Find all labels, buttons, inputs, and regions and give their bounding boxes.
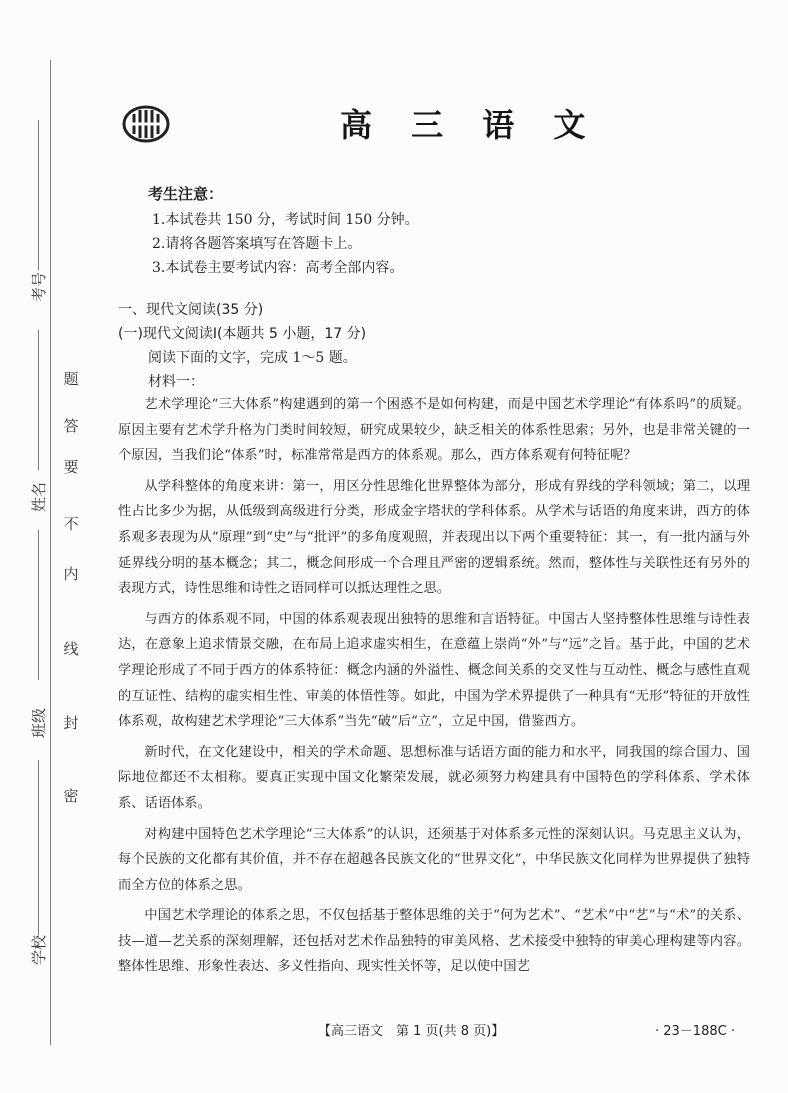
seal-char: 答 xyxy=(63,417,79,435)
notice-item: 2.请将各题答案填写在答题卡上。 xyxy=(152,236,362,252)
section-instruction: 阅读下面的文字，完成 1～5 题。 xyxy=(148,350,357,366)
seal-char: 线 xyxy=(63,640,79,658)
section-header xyxy=(118,298,753,394)
paragraph: 艺术学理论“三大体系”构建遇到的第一个困惑不是如何构建，而是中国艺术学理论“有体系吗”的质疑。原因主要有艺术学升格为门类时间较短，研究成果较少，缺乏相关的体系性思索；另外，也是非常关键的一个原因，当我们论“体系”时，标准常常是西方的体系观。那么，西方体系观有何特征呢？ xyxy=(118,397,750,464)
seal-char: 不 xyxy=(63,515,79,533)
section-sub-title: (一)现代文阅读Ⅰ(本题共 5 小题，17 分) xyxy=(118,326,367,342)
binding-strip xyxy=(0,0,110,1093)
seal-char: 内 xyxy=(63,565,79,583)
notice-item: 1.本试卷共 150 分，考试时间 150 分钟。 xyxy=(152,212,419,228)
material-label: 材料一： xyxy=(148,374,204,390)
exam-logo-icon xyxy=(120,98,172,150)
reading-material xyxy=(118,392,750,985)
page-title: 高 三 语 文 xyxy=(340,106,600,144)
xuexiao-field-line xyxy=(38,760,39,935)
notice-item: 3.本试卷主要考试内容：高考全部内容。 xyxy=(152,260,404,276)
candidate-notice xyxy=(148,182,668,280)
banji-field-line xyxy=(38,530,39,680)
binding-line xyxy=(50,60,51,1045)
notice-heading: 考生注意： xyxy=(148,185,224,203)
seal-char: 密 xyxy=(63,787,79,805)
section-part-title: 一、现代文阅读(35 分) xyxy=(118,302,264,318)
paragraph: 新时代，在文化建设中，相关的学术命题、思想标准与话语方面的能力和水平，同我国的综合国力、国际地位都还不太相称。要真正实现中国文化繁荣发展，就必须努力构建具有中国特色的学科体系、学术体系、话语体系。 xyxy=(118,744,750,811)
paragraph: 对构建中国特色艺术学理论“三大体系”的认识，还须基于对体系多元性的深刻认识。马克思主义认为，每个民族的文化都有其价值，并不存在超越各民族文化的“世界文化”，中华民族文化同样为世界提供了独特而全方位的体系之思。 xyxy=(118,826,750,893)
kaohao-field-line xyxy=(38,120,39,270)
page-footer xyxy=(0,1020,788,1040)
xingming-label: 姓名 xyxy=(30,481,48,512)
seal-char: 题 xyxy=(63,370,79,388)
seal-char: 要 xyxy=(63,458,79,476)
paragraph: 中国艺术学理论的体系之思，不仅包括基于整体思维的关于“何为艺术”、“艺术”中“艺”与“术”的关系、技—道—艺关系的深刻理解，还包括对艺术作品独特的审美风格、艺术接受中独特的审美心理构建等内容。整体性思维、形象性表达、多义性指向、现实性关怀等，足以使中国艺 xyxy=(118,908,750,975)
exam-code: · 23－188C · xyxy=(655,1024,735,1039)
xingming-field-line xyxy=(38,330,39,470)
paragraph: 从学科整体的角度来讲：第一，用区分性思维化世界整体为部分，形成有界线的学科领域；第二，以理性占比多少为据，从低级到高级进行分类，形成金字塔状的学科体系。从学术与话语的角度来讲，西方的体系观多表现为从“原理”到“史”与“批评”的多角度观照，并表现出以下两个重要特征：其一，有一批内涵与外延界线分明的基本概念；其二，概念间形成一个合理且严密的逻辑系统。然而，整体性与关联性还有另外的表现方式，诗性思维和诗性之语同样可以抵达理性之思。 xyxy=(118,478,750,597)
paragraph: 与西方的体系观不同，中国的体系观表现出独特的思维和言语特征。中国古人坚持整体性思维与诗性表达，在意象上追求情景交融，在布局上追求虚实相生，在意蕴上崇尚“外”与“远”之旨。基于此，中国的艺术学理论形成了不同于西方的体系特征：概念内涵的外溢性、概念间关系的交叉性与互动性、概念与感性直观的互证性、结构的虚实相生性、审美的体悟性等。如此，中国为学术界提供了一种具有“无形”特征的开放性体系观，故构建艺术学理论“三大体系”当先“破”后“立”，立足中国，借鉴西方。 xyxy=(118,611,750,730)
banji-label: 班级 xyxy=(30,707,48,738)
xuexiao-label: 学校 xyxy=(30,934,48,965)
page-number: 【高三语文 第 1 页(共 8 页)】 xyxy=(318,1024,505,1039)
seal-char: 封 xyxy=(63,714,79,732)
kaohao-label: 考号 xyxy=(30,271,48,302)
